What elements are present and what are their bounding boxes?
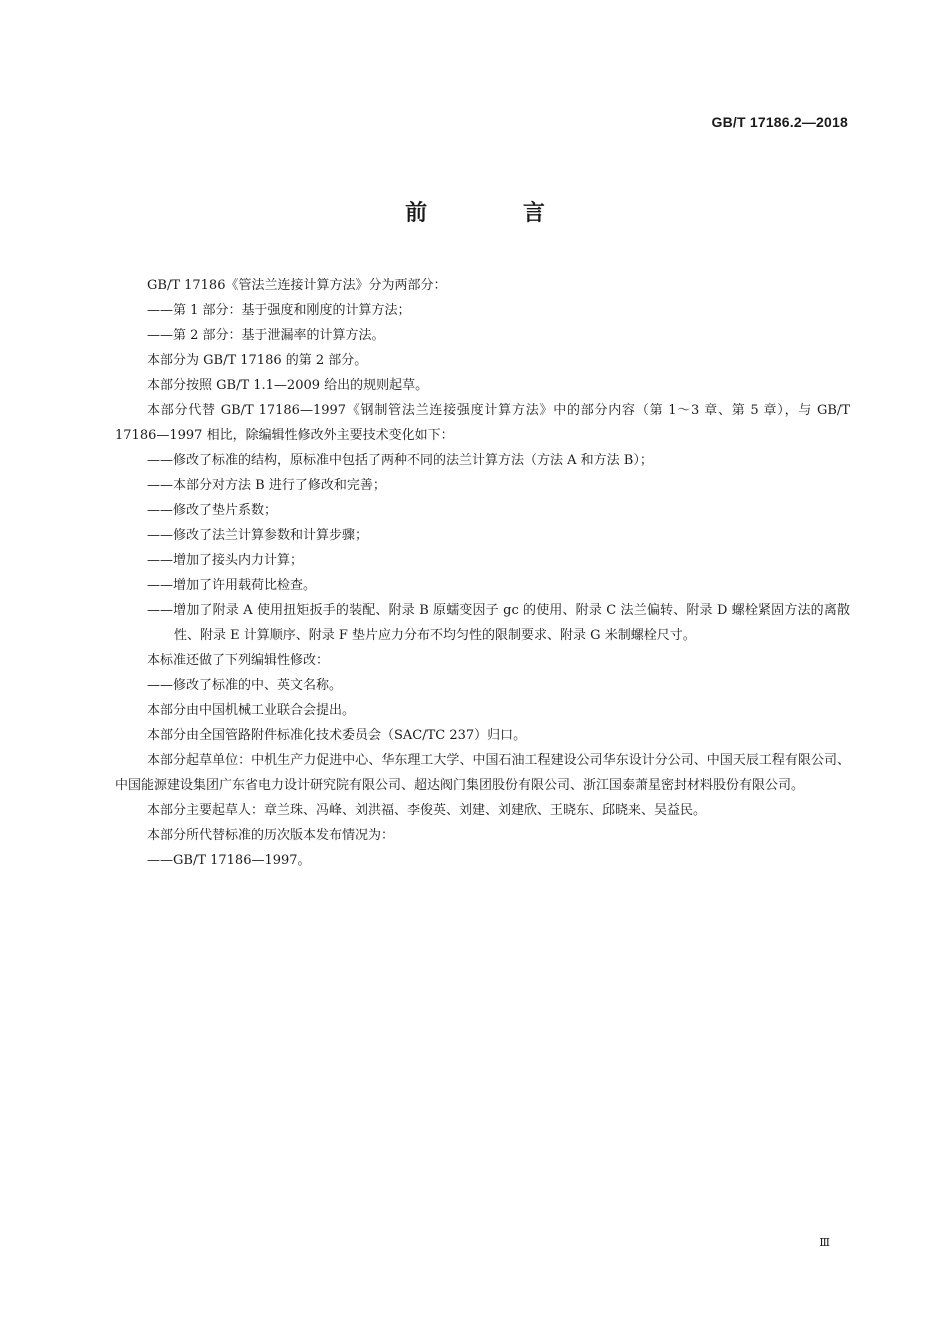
dash-item: ——修改了标准的结构，原标准中包括了两种不同的法兰计算方法（方法 A 和方法 B）； (147, 453, 653, 468)
paragraph: GB/T 17186《管法兰连接计算方法》分为两部分： (147, 278, 447, 293)
dash-item: ——修改了法兰计算参数和计算步骤； (147, 528, 369, 543)
dash-item: ——本部分对方法 B 进行了修改和完善； (147, 478, 386, 493)
dash-item: ——增加了接头内力计算； (147, 553, 304, 568)
paragraph: 本标准还做了下列编辑性修改： (147, 653, 330, 668)
paragraph: 本部分主要起草人：章兰珠、冯峰、刘洪福、李俊英、刘建、刘建欣、王晓东、邱晓来、吴益民。 (147, 803, 707, 818)
standard-code: GB/T 17186.2—2018 (711, 114, 848, 130)
paragraph: 本部分为 GB/T 17186 的第 2 部分。 (147, 353, 368, 368)
dash-item: ——修改了垫片系数； (147, 503, 278, 518)
dash-item: ——修改了标准的中、英文名称。 (147, 678, 343, 693)
page-title: 前 言 (405, 201, 589, 226)
page-number: Ⅲ (819, 1236, 830, 1249)
paragraph: 本部分起草单位：中机生产力促进中心、华东理工大学、中国石油工程建设公司华东设计分公司、中国天辰工程有限公司、中国能源建设集团广东省电力设计研究院有限公司、超达阀门集团股份有限公司、浙江国泰萧星密封材料股份有限公司。 (115, 753, 850, 793)
paragraph: 本部分代替 GB/T 17186—1997《钢制管法兰连接强度计算方法》中的部分内容（第 1～3 章、第 5 章），与 GB/T 17186—1997 相比，除编辑性修改外主要技术变化如下： (115, 403, 850, 443)
paragraph: 本部分由全国管路附件标准化技术委员会（SAC/TC 237）归口。 (147, 728, 527, 743)
paragraph: 本部分所代替标准的历次版本发布情况为： (147, 828, 395, 843)
dash-item: ——第 1 部分：基于强度和刚度的计算方法； (147, 303, 411, 318)
foreword-body (115, 273, 850, 873)
dash-item: ——增加了许用载荷比检查。 (147, 578, 317, 593)
paragraph: 本部分由中国机械工业联合会提出。 (147, 703, 356, 718)
dash-item: ——GB/T 17186—1997。 (147, 853, 311, 868)
paragraph: 本部分按照 GB/T 1.1—2009 给出的规则起草。 (147, 378, 429, 393)
dash-item: ——增加了附录 A 使用扭矩扳手的装配、附录 B 原蠕变因子 gc 的使用、附录 C 法兰偏转、附录 D 螺栓紧固方法的离散性、附录 E 计算顺序、附录 F 垫片应力分布不均匀性的限制要求、附录 G 米制螺栓尺寸。 (147, 603, 850, 643)
dash-item: ——第 2 部分：基于泄漏率的计算方法。 (147, 328, 385, 343)
